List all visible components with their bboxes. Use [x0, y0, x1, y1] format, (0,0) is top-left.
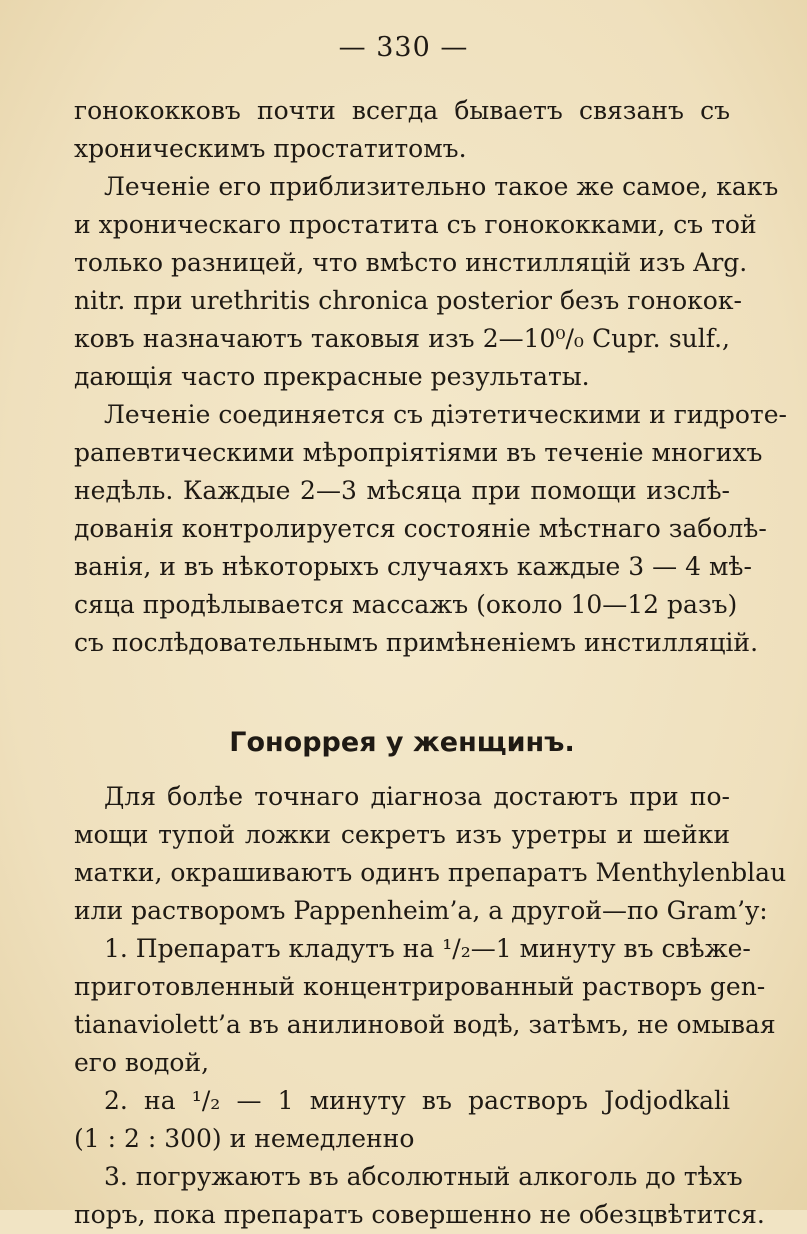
text-line: хроническимъ простатитомъ. — [74, 134, 467, 163]
text-line: приготовленный концентрированный растворъ gen- — [74, 972, 766, 1001]
text-line: матки, окрашиваютъ одинъ препаратъ Menthylenblau — [74, 858, 787, 887]
text-line: ванія, и въ нѣкоторыхъ случаяхъ каждые 3 — 4 мѣ- — [74, 552, 752, 581]
text-line: мощи тупой ложки секретъ изъ уретры и шейки — [74, 820, 730, 849]
text-line: только разницей, что вмѣсто инстилляцій изъ Arg. — [74, 248, 748, 277]
text-line: съ послѣдовательнымъ примѣненіемъ инстилляцій. — [74, 628, 759, 657]
text-line: или растворомъ Pappenheim’a, а другой—по Gram’y: — [74, 896, 768, 925]
text-line: 2. на ¹/₂ — 1 минуту въ растворъ Jodjodkali — [104, 1086, 730, 1115]
text-line: дающія часто прекрасные результаты. — [74, 362, 590, 391]
section-heading: Гоноррея у женщинъ. — [229, 727, 575, 758]
text-line: его водой, — [74, 1048, 210, 1077]
paragraph — [74, 92, 730, 168]
list-item — [74, 1082, 730, 1158]
text-line: Леченіе соединяется съ діэтетическими и гидроте- — [104, 400, 787, 429]
page-number: — 330 — — [338, 32, 469, 63]
text-line: ковъ назначаютъ таковыя изъ 2—10⁰/₀ Cupr. sulf., — [74, 324, 730, 353]
paragraph — [74, 778, 787, 930]
text-line: Для болѣе точнаго діагноза достаютъ при по- — [104, 782, 730, 811]
list-item — [74, 1158, 765, 1234]
list-item — [74, 930, 776, 1082]
text-line: и хроническаго простатита съ гонококками, съ той — [74, 210, 757, 239]
paragraph — [74, 396, 787, 662]
text-line: рапевтическими мѣропріятіями въ теченіе многихъ — [74, 438, 763, 467]
text-line: дованія контролируется состояніе мѣстнаго заболѣ- — [74, 514, 767, 543]
text-line: сяца продѣлывается массажъ (около 10—12 разъ) — [74, 590, 738, 619]
text-line: гонококковъ почти всегда бываетъ связанъ съ — [74, 96, 730, 125]
text-line: 1. Препаратъ кладутъ на ¹/₂—1 минуту въ свѣже- — [104, 934, 751, 963]
text-line: tianaviolett’a въ анилиновой водѣ, затѣмъ, не омывая — [74, 1010, 776, 1039]
text-line: Леченіе его приблизительно такое же самое, какъ — [104, 172, 779, 201]
text-line: недѣль. Каждые 2—3 мѣсяца при помощи изслѣ- — [74, 476, 730, 505]
text-line: (1 : 2 : 300) и немедленно — [74, 1124, 415, 1153]
text-line: поръ, пока препаратъ совершенно не обезцвѣтится. — [74, 1200, 765, 1229]
text-line: 3. погружаютъ въ абсолютный алкоголь до тѣхъ — [104, 1162, 743, 1191]
paragraph — [74, 168, 779, 396]
page-body — [74, 92, 787, 1234]
text-line: nitr. при urethritis chronica posterior безъ гонокок- — [74, 286, 742, 315]
